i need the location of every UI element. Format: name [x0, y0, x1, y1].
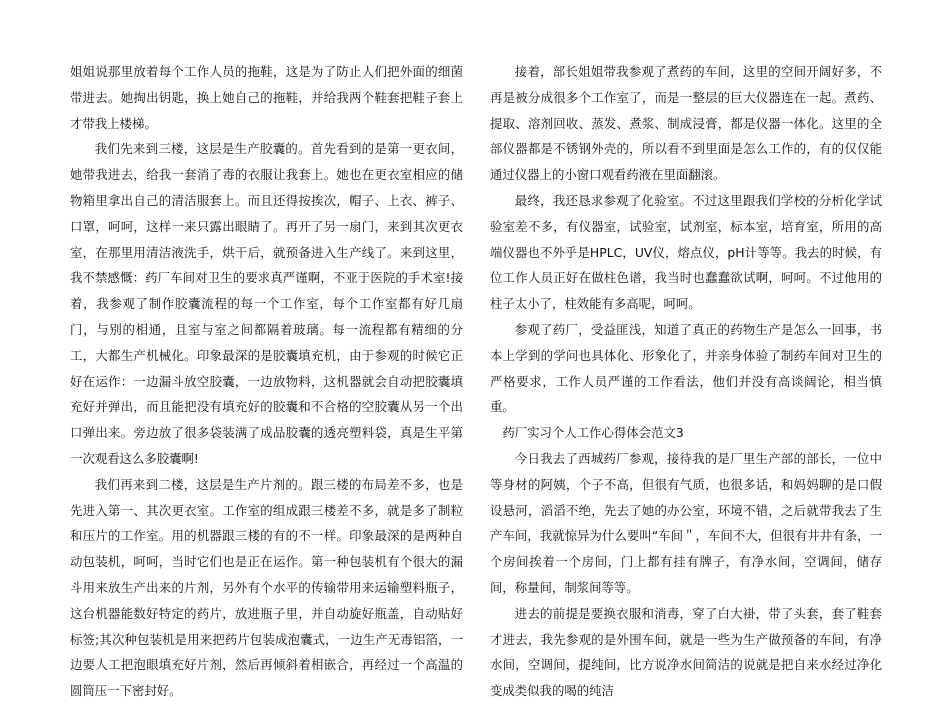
paragraph: 我们先来到三楼，这层是生产胶囊的。首先看到的是第一更衣间，她带我进去，给我一套消了毒的衣服让我套上。她也在更衣室相应的储物箱里拿出自己的清洁服套上。而且还得按挨次，帽子、上衣、裤子、口罩，呵呵，这样一来只露出眼睛了。再开了另一扇门，来到其次更衣室，在那里用清洁液洗手，烘干后，就预备进入生产线了。来到这里，我不禁感慨：药厂车间对卫生的要求真严谨啊，不亚于医院的手术室!接着，我参观了制作胶囊流程的每一个工作室，每个工作室都有好几扇门，与别的相通，且室与室之间都隔着玻璃。每一流程都有精细的分工，大都生产机械化。印象最深的是胶囊填充机，由于参观的时候它正好在运作：一边漏斗放空胶囊，一边放物料，这机器就会自动把胶囊填充好并弹出，而且能把没有填充好的胶囊和不合格的空胶囊从另一个出口弹出来。旁边放了很多袋装满了成品胶囊的透亮塑料袋，真是生平第一次观看这么多胶囊啊! [70, 141, 463, 466]
paragraph: 进去的前提是要换衣服和消毒，穿了白大褂，带了头套，套了鞋套才进去，我先参观的是外围车间，就是一些为生产做预备的车间，有净水间，空调间，提纯间，比方说净水间简洁的说就是把自来水经过净化变成类似我的喝的纯洁 [490, 605, 882, 699]
paragraph: 最终，我还恳求参观了化验室。不过这里跟我们学校的分析化学试验室差不多，有仪器室，试验室，试剂室，标本室，培育室，所用的高端仪器也不外乎是HPLC，UV仪，熔点仪，pH计等等。我去的时候，有位工作人员正好在做柱色谱，我当时也蠢蠢欲试啊，呵呵。不过他用的柱子太小了，柱效能有多高呢，呵呵。 [490, 192, 882, 312]
paragraph: 姐姐说那里放着每个工作人员的拖鞋，这是为了防止人们把外面的细菌带进去。她掏出钥匙，换上她自己的拖鞋，并给我两个鞋套把鞋子套上才带我上楼梯。 [70, 64, 463, 131]
paragraph: 我们再来到二楼，这层是生产片剂的。跟三楼的布局差不多，也是先进入第一、其次更衣室。工作室的组成跟三楼差不多，就是多了制粒和压片的工作室。用的机器跟三楼的有的不一样。印象最深的是两种自动包装机，呵呵，当时它们也是正在运作。第一种包装机有个很大的漏斗用来放生产出来的片剂，另外有个水平的传输带用来运输塑料瓶子，这台机器能数好特定的药片，放进瓶子里，并自动旋好瓶盖，自动贴好标签;其次种包装机是用来把药片包装成泡囊式，一边生产无毒铝箔，一边要人工把泡眼填充好片剂，然后再倾斜着相嵌合，再经过一个高温的圆筒压一下密封好。 [70, 476, 463, 699]
paragraph: 参观了药厂，受益匪浅，知道了真正的药物生产是怎么一回事，书本上学到的学问也具体化、形象化了，并亲身体验了制药车间对卫生的严格要求，工作人员严谨的工作看法，他们并没有高谈阔论，相当慎重。 [490, 321, 882, 415]
paragraph: 接着，部长姐姐带我参观了煮药的车间，这里的空间开阔好多，不再是被分成很多个工作室了，而是一整层的巨大仪器连在一起。煮药、提取、溶剂回收、蒸发、煮浆、制成浸膏，都是仪器一体化。这里的全部仪器都是不锈钢外壳的，所以看不到里面是怎么工作的，有的仅仅能通过仪器上的小窗口观看药液在里面翻滚。 [490, 64, 882, 183]
paragraph: 今日我去了西城药厂参观，接待我的是厂里生产部的部长，一位中等身材的阿姨，个子不高，但很有气质，也很多话，和妈妈聊的是口假设悬河，滔滔不绝，先去了她的办公室，环境不错，之后就带我去了生产车间，我就惊异为什么要叫“车间＂，车间不大，但很有井井有条，一个房间挨着一个房间，门上都有挂有牌子，有净水间，空调间，储存间，称量间，制浆间等等。 [490, 450, 882, 595]
left-column [70, 59, 463, 704]
section-title: 药厂实习个人工作心得体会范文3 [502, 425, 684, 441]
right-column [490, 59, 882, 704]
